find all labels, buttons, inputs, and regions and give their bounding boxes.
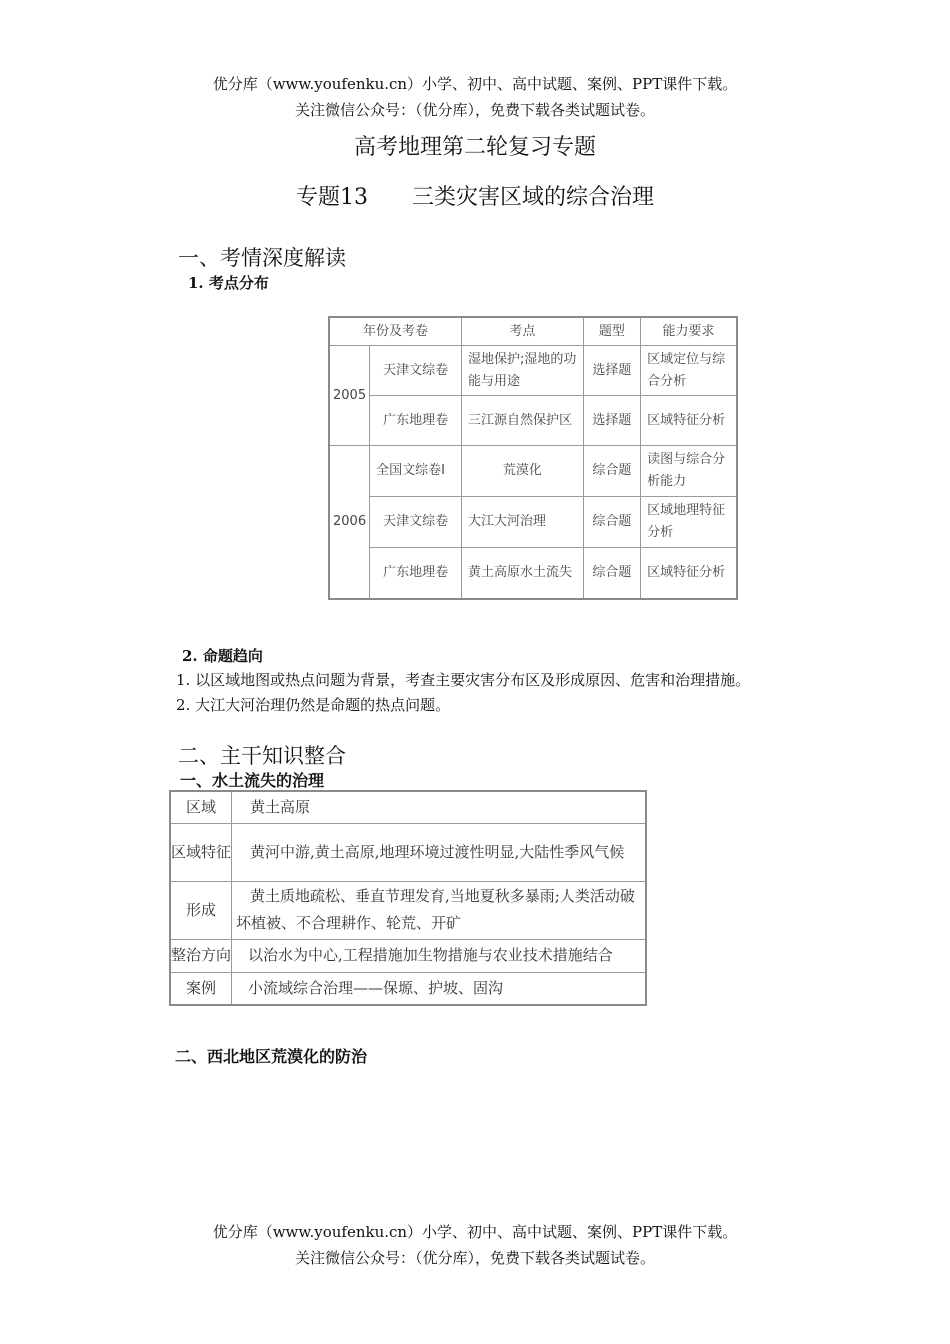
document-title: 高考地理第二轮复习专题 (353, 135, 596, 160)
row-value: 黄土质地疏松、垂直节理发育,当地夏秋多暴雨;人类活动破坏植被、不合理耕作、轮荒、开矿 (232, 881, 647, 939)
section1-heading: 一、考情深度解读 (178, 246, 346, 270)
table-row (329, 396, 737, 446)
table-row (329, 548, 737, 599)
section1-sub2: 2. 命题趋向 (182, 647, 263, 665)
row-value: 小流域综合治理——保塬、护坡、固沟 (232, 972, 647, 1005)
ability-cell: 区域特征分析 (641, 548, 737, 599)
table-header-row (329, 317, 737, 346)
ability-cell: 区域地理特征分析 (641, 497, 737, 548)
soil-erosion-table (169, 790, 647, 1006)
ability-cell: 区域特征分析 (641, 396, 737, 446)
paper-cell: 天津文综卷 (370, 497, 462, 548)
table-row (329, 446, 737, 497)
table-header-cell: 年份及考卷 (329, 317, 462, 346)
point-cell: 三江源自然保护区 (462, 396, 584, 446)
table-row (170, 881, 646, 939)
row-key: 区域 (170, 791, 232, 823)
footer-line-1: 优分库（www.youfenku.cn）小学、初中、高中试题、案例、PPT课件下载。 (212, 1223, 738, 1241)
point-cell: 荒漠化 (462, 446, 584, 497)
section1-sub1: 1. 考点分布 (188, 274, 269, 292)
point-cell: 黄土高原水土流失 (462, 548, 584, 599)
section2-heading: 二、主干知识整合 (178, 744, 346, 768)
section2-sub2: 二、西北地区荒漠化的防治 (175, 1047, 368, 1066)
trend-item-1: 1. 以区域地图或热点问题为背景，考查主要灾害分布区及形成原因、危害和治理措施。 (176, 671, 751, 689)
row-key: 案例 (170, 972, 232, 1005)
trend-item-2: 2. 大江大河治理仍然是命题的热点问题。 (176, 696, 451, 714)
table-row (170, 972, 646, 1005)
year-cell: 2005 (329, 346, 370, 446)
row-value: 以治水为中心,工程措施加生物措施与农业技术措施结合 (232, 939, 647, 972)
table-row (329, 346, 737, 396)
year-cell: 2006 (329, 446, 370, 599)
row-key: 区域特征 (170, 823, 232, 881)
row-key: 形成 (170, 881, 232, 939)
document-subtitle: 专题13 三类灾害区域的综合治理 (296, 185, 654, 210)
exam-distribution-table (328, 316, 738, 600)
footer-line-2: 关注微信公众号：（优分库），免费下载各类试题试卷。 (294, 1249, 655, 1267)
type-cell: 综合题 (583, 446, 641, 497)
row-key: 整治方向 (170, 939, 232, 972)
table-row (329, 497, 737, 548)
section2-sub1: 一、水土流失的治理 (180, 771, 325, 790)
paper-cell: 广东地理卷 (370, 548, 462, 599)
type-cell: 选择题 (583, 346, 641, 396)
table-header-cell: 题型 (583, 317, 641, 346)
paper-cell: 全国文综卷Ⅰ (370, 446, 462, 497)
header-line-1: 优分库（www.youfenku.cn）小学、初中、高中试题、案例、PPT课件下载。 (212, 75, 738, 93)
type-cell: 综合题 (583, 497, 641, 548)
type-cell: 选择题 (583, 396, 641, 446)
table-row (170, 791, 646, 823)
table-row (170, 823, 646, 881)
row-value: 黄河中游,黄土高原,地理环境过渡性明显,大陆性季风气候 (232, 823, 647, 881)
paper-cell: 广东地理卷 (370, 396, 462, 446)
ability-cell: 读图与综合分析能力 (641, 446, 737, 497)
header-line-2: 关注微信公众号：（优分库），免费下载各类试题试卷。 (294, 101, 655, 119)
table-row (170, 939, 646, 972)
table-header-cell: 能力要求 (641, 317, 737, 346)
paper-cell: 天津文综卷 (370, 346, 462, 396)
point-cell: 大江大河治理 (462, 497, 584, 548)
type-cell: 综合题 (583, 548, 641, 599)
ability-cell: 区域定位与综合分析 (641, 346, 737, 396)
row-value: 黄土高原 (232, 791, 647, 823)
table-header-cell: 考点 (462, 317, 584, 346)
point-cell: 湿地保护;湿地的功能与用途 (462, 346, 584, 396)
